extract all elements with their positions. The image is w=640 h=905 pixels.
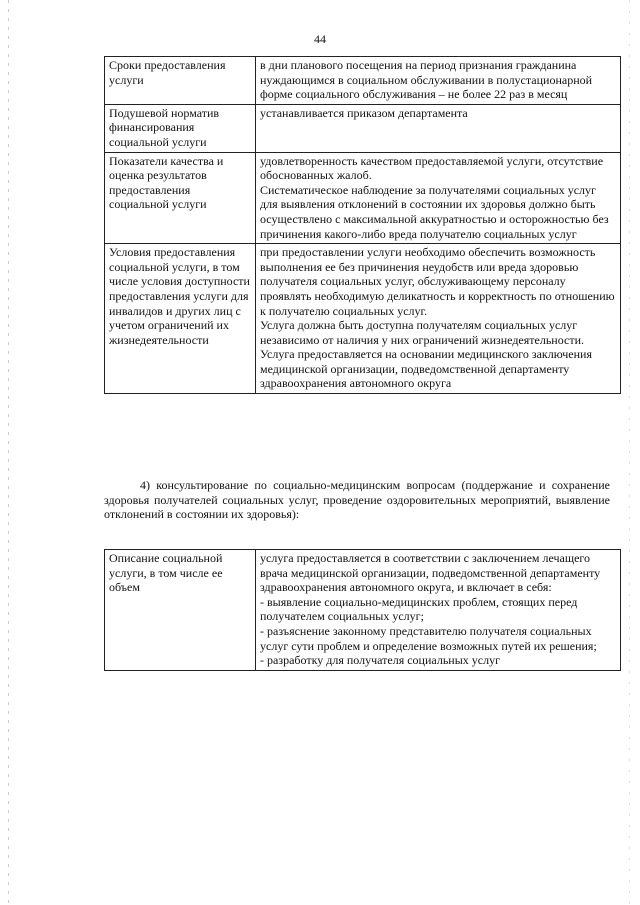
section-paragraph [104, 478, 610, 522]
content-paragraph: - разработку для получателя социальных услуг [260, 653, 501, 668]
row-content-description [256, 550, 621, 671]
row-content-conditions [256, 244, 621, 394]
table-row [105, 57, 621, 105]
content-paragraph: Услуга предоставляется на основании медицинского заключения медицинской организации, подведомственной департаменту здравоохранения автономного округа [260, 347, 592, 391]
content-paragraph: Систематическое наблюдение за получателями социальных услуг для выявления отклонений в состоянии их здоровья должно быть осуществлено с максимальной аккуратностью и осторожностью без причинения какого-либо вреда получателю социальных услуг [260, 182, 609, 241]
row-label-funding: Подушевой норматив финансирования социальной услуги [105, 104, 256, 152]
row-label-deadlines: Сроки предоставления услуги [105, 57, 256, 105]
page-number: 44 [314, 32, 326, 46]
row-content-deadlines [256, 57, 621, 105]
row-label-conditions: Условия предоставления социальной услуги, в том числе условия доступности предоставления услуги для инвалидов и других лиц с учетом ограничений их жизнедеятельности [105, 244, 256, 394]
row-content-funding [256, 104, 621, 152]
content-paragraph: устанавливается приказом департамента [260, 105, 468, 120]
content-paragraph: при предоставлении услуги необходимо обеспечить возможность выполнения ее без причинения неудобств или вреда здоровью получателя социальных услуг, обслуживающему персоналу проявлять необходимую деликатность и корректность по отношению к получателю социальных услуг. [260, 245, 615, 318]
content-paragraph: в дни планового посещения на период признания гражданина нуждающимся в социальном обслуживании в полустационарной форме социального обслуживания – не более 22 раз в месяц [260, 58, 593, 102]
consulting-item-text: 4) консультирование по социально-медицинским вопросам (поддержание и сохранение здоровья получателей социальных услуг, проведение оздоровительных мероприятий, выявление отклонений в состоянии их здоровья): [104, 478, 610, 522]
table-row [105, 104, 621, 152]
row-content-quality [256, 152, 621, 244]
service-description-table [104, 549, 621, 671]
scan-edge-left [8, 0, 9, 905]
content-paragraph: Услуга должна быть доступна получателям социальных услуг независимо от наличия у них ограничений жизнедеятельности. [260, 318, 585, 347]
table-row [105, 152, 621, 244]
content-paragraph: - выявление социально-медицинских проблем, стоящих перед получателем социальных услуг; [260, 594, 578, 624]
table-row [105, 550, 621, 671]
row-label-description: Описание социальной услуги, в том числе ее объем [105, 550, 256, 671]
scan-edge-right [629, 0, 630, 905]
row-label-quality: Показатели качества и оценка результатов предоставления социальной услуги [105, 152, 256, 244]
content-paragraph: - разъяснение законному представителю получателя социальных услуг сути проблем и определение возможных путей их решения; [260, 623, 597, 653]
table-row [105, 244, 621, 394]
content-paragraph: удовлетворенность качеством предоставляемой услуги, отсутствие обоснованных жалоб. [260, 153, 604, 183]
content-paragraph: услуга предоставляется в соответствии с заключением лечащего врача медицинской организации, подведомственной департаменту здравоохранения автономного округа, и включает в себя: [260, 551, 601, 595]
service-terms-table [104, 56, 621, 394]
